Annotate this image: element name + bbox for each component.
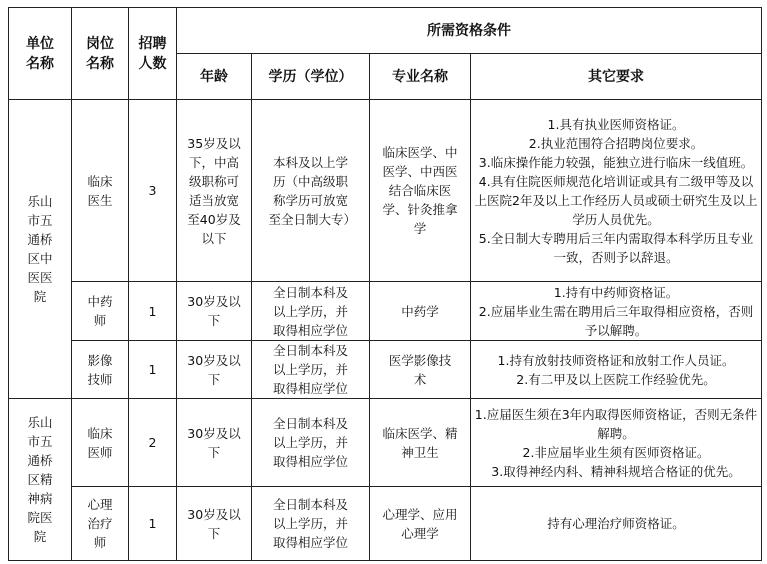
post-cell: 临床医生 — [72, 100, 129, 282]
recruitment-table — [8, 7, 762, 561]
table-row — [9, 282, 762, 341]
post-cell: 心理治疗师 — [72, 487, 129, 561]
table-row — [9, 487, 762, 561]
age-cell: 30岁及以下 — [177, 399, 252, 487]
education-cell: 全日制本科及以上学历，并取得相应学位 — [252, 487, 370, 561]
count-cell: 1 — [129, 341, 177, 399]
header-count: 招聘人数 — [129, 8, 177, 100]
age-cell: 35岁及以下，中高级职称可适当放宽至40岁及以下 — [177, 100, 252, 282]
education-cell: 全日制本科及以上学历，并取得相应学位 — [252, 282, 370, 341]
post-cell: 中药师 — [72, 282, 129, 341]
requirement-line: 2.执业范围符合招聘岗位要求。 — [528, 135, 704, 151]
major-cell: 临床医学、精神卫生 — [370, 399, 471, 487]
age-cell: 30岁及以下 — [177, 487, 252, 561]
requirement-line: 3.临床操作能力较强，能独立进行临床一线值班。 — [478, 154, 754, 170]
requirements-cell — [471, 341, 762, 399]
table-row — [9, 341, 762, 399]
requirements-cell — [471, 282, 762, 341]
count-cell: 3 — [129, 100, 177, 282]
education-cell: 全日制本科及以上学历，并取得相应学位 — [252, 341, 370, 399]
requirement-line: 持有心理治疗师资格证。 — [547, 516, 685, 531]
education-cell: 本科及以上学历（中高级职称学历可放宽至全日制大专） — [252, 100, 370, 282]
post-cell: 临床医师 — [72, 399, 129, 487]
requirement-line: 2.有二甲及以上医院工作经验优先。 — [516, 371, 716, 387]
requirement-line: 1.持有中药师资格证。 — [553, 284, 679, 300]
table-row — [9, 100, 762, 282]
requirement-line: 4.具有住院医师规范化培训证或具有二级甲等及以上医院2年及以上工作经历人员或硕士研究生及以上学历人员优先。 — [474, 173, 758, 227]
count-cell: 2 — [129, 399, 177, 487]
age-cell: 30岁及以下 — [177, 341, 252, 399]
education-cell: 全日制本科及以上学历，并取得相应学位 — [252, 399, 370, 487]
major-cell: 中药学 — [370, 282, 471, 341]
header-post-name: 岗位名称 — [72, 8, 129, 100]
requirement-line: 1.持有放射技师资格证和放射工作人员证。 — [497, 352, 735, 368]
requirements-cell — [471, 487, 762, 561]
requirements-cell — [471, 399, 762, 487]
unit-name-cell: 乐山市五通桥区精神病院医院 — [9, 399, 72, 561]
count-cell: 1 — [129, 282, 177, 341]
header-other: 其它要求 — [471, 54, 762, 100]
major-cell: 医学影像技术 — [370, 341, 471, 399]
requirement-line: 2.应届毕业生需在聘用后三年取得相应资格，否则予以解聘。 — [478, 303, 754, 338]
header-education: 学历（学位） — [252, 54, 370, 100]
major-cell: 临床医学、中医学、中西医结合临床医学、针灸推拿学 — [370, 100, 471, 282]
requirements-cell — [471, 100, 762, 282]
header-conditions: 所需资格条件 — [177, 8, 762, 54]
unit-name-cell: 乐山市五通桥区中医医院 — [9, 100, 72, 399]
requirement-line: 1.应届医生须在3年内取得医师资格证，否则无条件解聘。 — [474, 406, 758, 441]
major-cell: 心理学、应用心理学 — [370, 487, 471, 561]
age-cell: 30岁及以下 — [177, 282, 252, 341]
requirement-line: 1.具有执业医师资格证。 — [547, 116, 685, 132]
header-unit-name: 单位名称 — [9, 8, 72, 100]
requirement-line: 3.取得神经内科、精神科规培合格证的优先。 — [491, 463, 741, 479]
table-row — [9, 399, 762, 487]
requirement-line: 5.全日制大专聘用后三年内需取得本科学历且专业一致，否则予以辞退。 — [478, 230, 754, 265]
count-cell: 1 — [129, 487, 177, 561]
header-major: 专业名称 — [370, 54, 471, 100]
post-cell: 影像技师 — [72, 341, 129, 399]
header-age: 年龄 — [177, 54, 252, 100]
requirement-line: 2.非应届毕业生须有医师资格证。 — [522, 444, 710, 460]
